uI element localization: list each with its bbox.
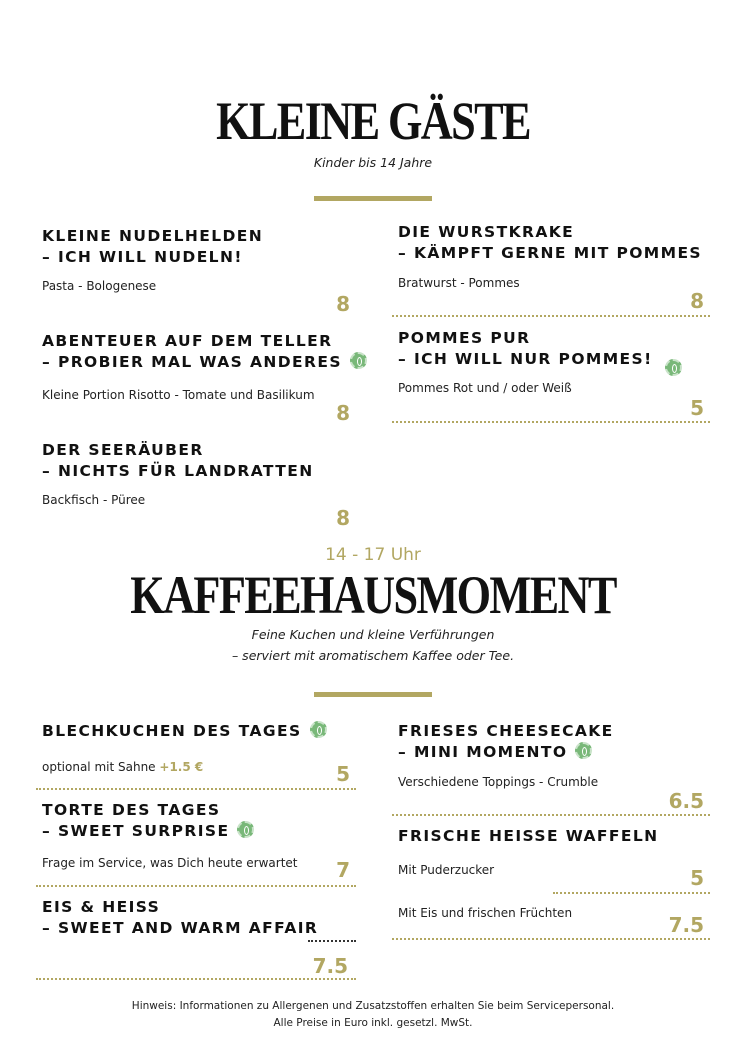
menu-item-waffeln: [398, 826, 659, 847]
dotted-separator: [36, 788, 356, 790]
item-price: 8: [336, 506, 350, 530]
item-title-line1: FRISCHE HEISSE WAFFELN: [398, 827, 659, 845]
item-description: Kleine Portion Risotto - Tomate und Basilikum: [42, 388, 315, 402]
vegetarian-icon: [237, 821, 254, 838]
item-price: 5: [690, 866, 704, 890]
item-price: 8: [336, 401, 350, 425]
item-description-text: optional mit Sahne: [42, 760, 156, 774]
dotted-separator: [392, 315, 710, 317]
item-description: Verschiedene Toppings - Crumble: [398, 775, 599, 789]
item-title-line1: KLEINE NUDELHELDEN: [42, 227, 264, 245]
item-title-line1: ABENTEUER AUF DEM TELLER: [42, 332, 333, 350]
dotted-separator: [553, 892, 710, 894]
dotted-separator: [36, 885, 356, 887]
section-subtitle-line1: Feine Kuchen und kleine Verführungen: [251, 627, 495, 642]
item-price: 5: [690, 396, 704, 420]
item-price: 7.5: [668, 913, 704, 937]
dotted-separator: [308, 940, 356, 942]
section-subtitle-kids: Kinder bis 14 Jahre: [313, 155, 433, 170]
item-price: 7.5: [312, 954, 348, 978]
item-title-line1: BLECHKUCHEN DES TAGES: [42, 722, 302, 740]
menu-item-torte: [42, 800, 254, 842]
item-description: Frage im Service, was Dich heute erwartet: [42, 856, 298, 870]
footer-allergen-note: Hinweis: Informationen zu Allergenen und Zusatzstoffen erhalten Sie beim Servicepersonal.: [131, 1000, 615, 1012]
vegetarian-icon: [575, 742, 592, 759]
item-title-line2: – ICH WILL NUR POMMES!: [398, 350, 653, 368]
item-description: Mit Eis und frischen Früchten: [398, 906, 573, 920]
section-title-coffee: KAFFEEHAUSMOMENT: [130, 565, 616, 625]
menu-item-seeraeuber: [42, 440, 314, 482]
dotted-separator: [36, 978, 356, 980]
menu-item-wurstkrake: [398, 222, 702, 264]
item-title-line2: – SWEET AND WARM AFFAIR: [42, 919, 319, 937]
section-subtitle-line2: – serviert mit aromatischem Kaffee oder Tee.: [231, 648, 515, 663]
item-description: Backfisch - Püree: [42, 493, 146, 507]
menu-item-cheesecake: [398, 721, 614, 763]
section-divider-coffee: [314, 692, 432, 697]
vegetarian-icon: [665, 359, 682, 376]
menu-item-blechkuchen: [42, 721, 327, 742]
footer-price-note: Alle Preise in Euro inkl. gesetzl. MwSt.: [273, 1017, 473, 1029]
item-title-line2: – ICH WILL NUDELN!: [42, 248, 243, 266]
menu-item-pommes-pur: [398, 328, 682, 376]
item-description: Bratwurst - Pommes: [398, 276, 520, 290]
item-price: 5: [336, 762, 350, 786]
item-title-line1: FRIESES CHEESECAKE: [398, 722, 614, 740]
section-divider-kids: [314, 196, 432, 201]
menu-item-abenteuer: [42, 331, 367, 373]
menu-item-eis-heiss: [42, 897, 318, 939]
item-title-line1: DIE WURSTKRAKE: [398, 223, 575, 241]
menu-item-kleine-nudelhelden: [42, 226, 263, 268]
dotted-separator: [392, 814, 710, 816]
item-price: 8: [336, 292, 350, 316]
section-title-kids: KLEINE GÄSTE: [216, 91, 530, 151]
vegetarian-icon: [350, 352, 367, 369]
dotted-separator: [392, 421, 710, 423]
item-title-line2: – SWEET SURPRISE: [42, 822, 230, 840]
item-description: Mit Puderzucker: [398, 863, 495, 877]
item-title-line1: TORTE DES TAGES: [42, 801, 221, 819]
time-label: 14 - 17 Uhr: [325, 545, 421, 565]
item-title-line2: – MINI MOMENTO: [398, 743, 568, 761]
item-description: Pommes Rot und / oder Weiß: [398, 381, 572, 395]
item-price: 8: [690, 289, 704, 313]
item-title-line1: DER SEERÄUBER: [42, 441, 204, 459]
item-description: [42, 760, 203, 774]
item-title-line2: – NICHTS FÜR LANDRATTEN: [42, 462, 314, 480]
item-description: Pasta - Bologenese: [42, 279, 157, 293]
item-title-line2: – KÄMPFT GERNE MIT POMMES: [398, 244, 702, 262]
item-title-line2: – PROBIER MAL WAS ANDERES: [42, 353, 342, 371]
item-price: 7: [336, 858, 350, 882]
item-title-line1: EIS & HEISS: [42, 898, 161, 916]
vegetarian-icon: [310, 721, 327, 738]
item-price: 6.5: [668, 789, 704, 813]
item-title-line1: POMMES PUR: [398, 329, 531, 347]
item-addon-price: +1.5 €: [159, 760, 204, 774]
dotted-separator: [392, 938, 710, 940]
